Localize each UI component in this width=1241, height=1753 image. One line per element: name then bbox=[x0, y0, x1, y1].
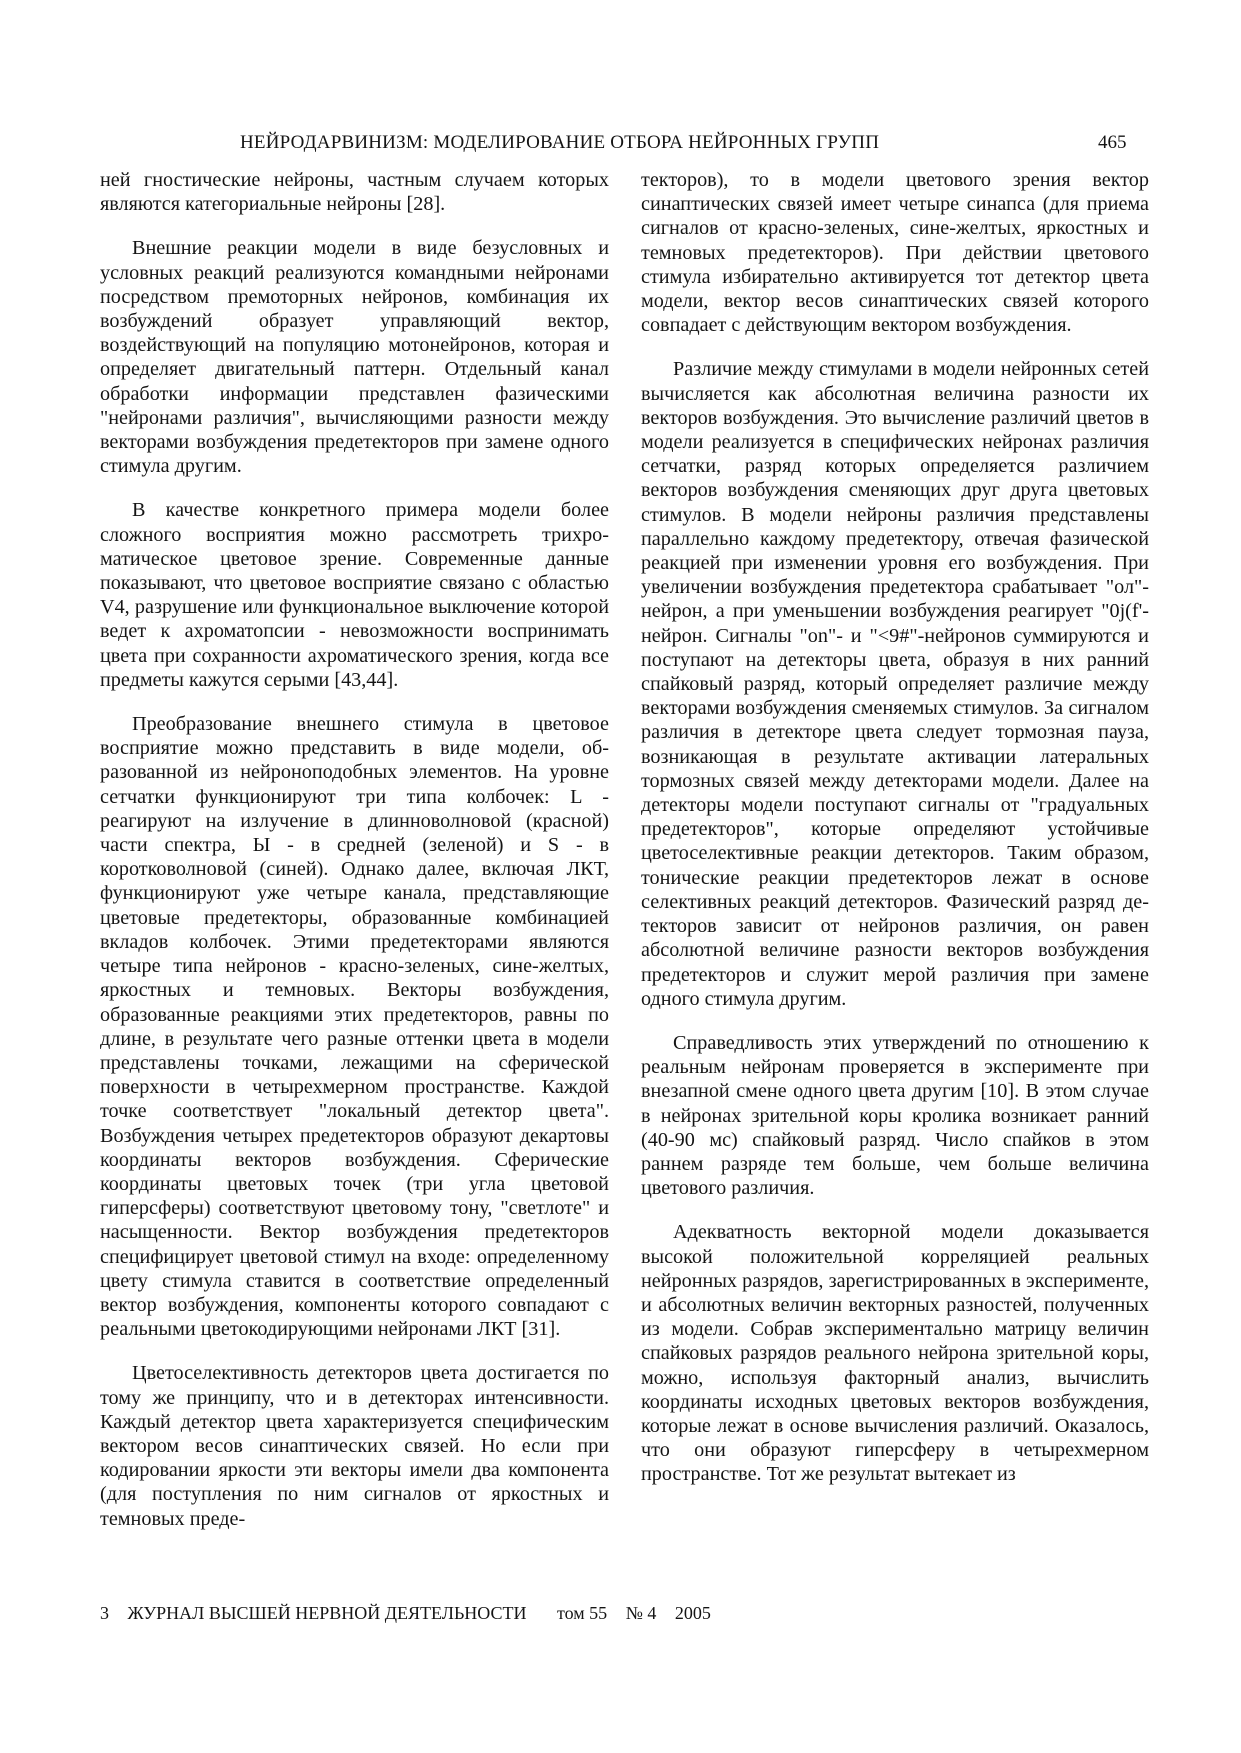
journal-year: 2005 bbox=[674, 1603, 711, 1623]
journal-title: ЖУРНАЛ ВЫСШЕЙ НЕРВНОЙ ДЕЯТЕЛЬНОСТИ bbox=[127, 1603, 527, 1623]
page-marker: 3 bbox=[100, 1603, 109, 1623]
paragraph: Справедливость этих утверждений по отношению к реальным нейронам проверяется в эксперименте при внезапной смене одного цвета другим [10]. В этом случае в нейронах зрительной коры кролика возникает ранний (40-90 мс) спайковый разряд. Число спайков в этом раннем разряде тем больше, чем больше величина цветового различия. bbox=[641, 1031, 1149, 1200]
page-header bbox=[0, 132, 1241, 158]
paragraph: Преобразование внешнего стимула в цветовое восприятие можно представить в виде модели, образованной из нейроноподобных элементов. На уровне сетчатки функционируют три типа колбочек: L - реагируют на излучение в длинноволновой (красной) части спектра, Ы - в средней (зеленой) и S - в коротковолновой (синей). Однако далее, включая ЛКТ, функционируют уже четыре канала, представляющие цветовые предетекторы, образованные комбинацией вкладов колбочек. Этими предетекторами являются четыре типа нейронов - красно-зеленых, сине-желтых, яркостных и темновых. Векторы возбуждения, образованные реакциями этих предетекторов, равны по длине, в результате чего разные оттенки цвета в модели представлены точками, лежащими на сферической поверхности в четырехмерном пространстве. Каждой точке соответствует "локальный детектор цвета". Возбуждения четырех предетекторов образуют декартовы координаты векторов возбуждения. Сферические координаты цветовых точек (три угла цветовой гиперсферы) соответствуют цветовому тону, "светлоте" и насыщенности. Вектор возбуждения предетекторов специфицирует цветовой стимул на входе: определенному цвету стимула ставится в соответствие определенный вектор возбуждения, компоненты которого совпадают с реальными цветокодирующими нейронами ЛКТ [31]. bbox=[100, 713, 609, 1341]
page-footer bbox=[100, 1603, 725, 1624]
left-column bbox=[100, 168, 609, 1531]
paragraph: ней гностические нейроны, частным случаем которых являются категориальные нейроны [28]. bbox=[100, 169, 609, 216]
journal-issue: № 4 bbox=[625, 1603, 657, 1623]
paragraph: Адекватность векторной модели доказывается высокой положительной корреляцией реальных нейронных разрядов, зарегистрированных в эксперименте, и абсолютных величин векторных разностей, полученных из модели. Собрав экспериментально матрицу величин спайковых разрядов реального нейрона зрительной коры, можно, используя факторный анализ, вычислить координаты исходных цветовых векторов возбуждения, которые лежат в основе вычисления различий. Оказалось, что они образуют гиперсферу в четырехмерном пространстве. Тот же результат вытекает из bbox=[641, 1221, 1149, 1486]
paragraph: В качестве конкретного примера модели более сложного восприятия можно рассмотреть трихроматическое цветовое зрение. Современные данные показывают, что цветовое восприятие связано с областью V4, разрушение или функциональное выключение которой ведет к ахроматопсии - невозможности воспринимать цвета при сохранности ахроматического зрения, когда все предметы кажутся серыми [43,44]. bbox=[100, 499, 609, 691]
page-number: 465 bbox=[1098, 132, 1127, 153]
paragraph: Внешние реакции модели в виде безусловных и условных реакций реализуются командными нейронами посредством премоторных нейронов, комбинация их возбуждений образует управляющий вектор, воздействующий на популяцию мотонейронов, которая и определяет двигательный паттерн. Отдельный канал обработки информации представлен фазическими "нейронами различия", вычисляющими разности между векторами возбуждения предетекторов при замене одного стимула другим. bbox=[100, 237, 609, 478]
right-column bbox=[641, 168, 1149, 1487]
paragraph: Различие между стимулами в модели нейронных сетей вычисляется как абсолютная величина разности их векторов возбуждения. Это вычисление различий цветов в модели реализуется в специфических нейронах различия сетчатки, разряд которых определяется различием векторов возбуждения сменяющих друг друга цветовых стимулов. В модели нейроны различия представлены параллельно каждому предетектору, отвечая фазической реакцией при изменении уровня его возбуждения. При увеличении возбуждения предетектора срабатывает "ол"-нейрон, а при уменьшении возбуждения реагирует "0j(f'-нейрон. Сигналы "on"- и "<9#"-нейронов суммируются и поступают на детекторы цвета, образуя в них ранний спайковый разряд, который определяет различие между векторами возбуждения сменяемых стимулов. За сигналом различия в детекторе цвета следует тормозная пауза, возникающая в результате активации латеральных тормозных связей между детекторами модели. Далее на детекторы модели поступают сигналы от "градуальных предетекторов", которые определяют устойчивые цветоселективные реакции детекторов. Таким образом, тонические реакции предетекторов лежат в основе селективных реакций детекторов. Фазический разряд детекторов зависит от нейронов различия, он равен абсолютной величине разности векторов возбуждения предетекторов и служит мерой различия при замене одного стимула другим. bbox=[641, 358, 1149, 1010]
journal-volume: том 55 bbox=[557, 1603, 608, 1623]
running-title: НЕЙРОДАРВИНИЗМ: МОДЕЛИРОВАНИЕ ОТБОРА НЕЙРОННЫХ ГРУПП bbox=[240, 132, 880, 153]
paragraph: текторов), то в модели цветового зрения вектор синаптических связей имеет четыре синапса (для приема сигналов от красно-зеленых, сине-желтых, яркостных и темновых предетекторов). При действии цветового стимула избирательно активируется тот детектор цвета модели, вектор весов синаптических связей которого совпадает с действующим вектором возбуждения. bbox=[641, 169, 1149, 337]
paragraph: Цветоселективность детекторов цвета достигается по тому же принципу, что и в детекторах интенсивности. Каждый детектор цвета характеризуется специфическим вектором весов синаптических связей. Но если при кодировании яркости эти векторы имели два компонента (для поступления по ним сигналов от яркостных и темновых преде- bbox=[100, 1362, 609, 1530]
